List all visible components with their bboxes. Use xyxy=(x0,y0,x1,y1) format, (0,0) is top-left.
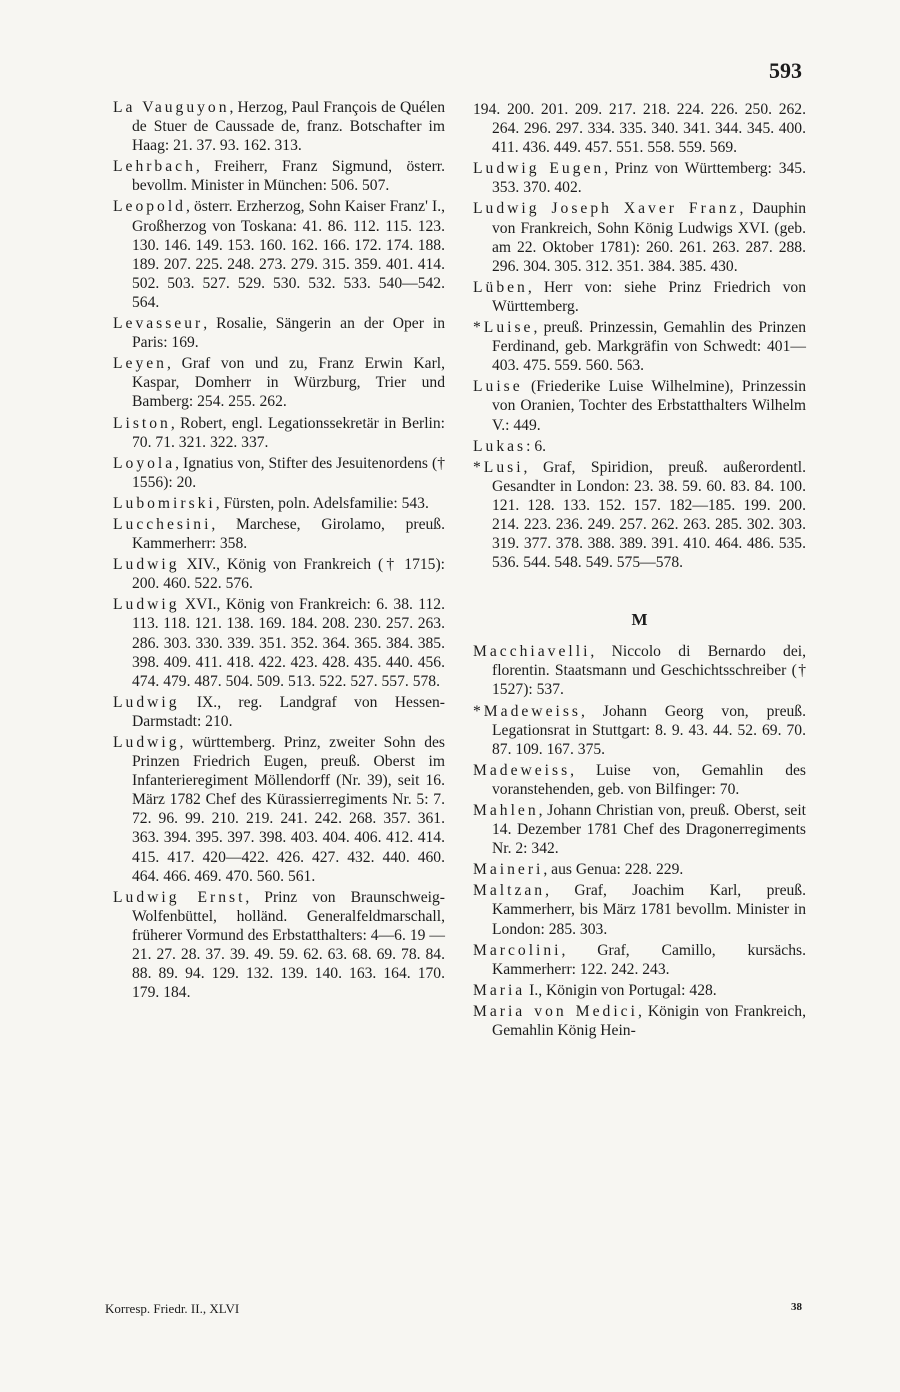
entry-headword: Macchiavelli xyxy=(473,643,591,661)
entry-text: , Freiherr, Franz Sigmund, österr. bevollm. Minister in München: 506. 507. xyxy=(132,158,445,195)
entry-headword: Ludwig xyxy=(113,596,180,614)
index-entry xyxy=(473,100,806,157)
index-entry xyxy=(113,98,445,155)
entry-headword: Lukas xyxy=(473,437,527,455)
entry-headword: Lüben xyxy=(473,278,528,296)
entry-text: , württemberg. Prinz, zweiter Sohn des Prinzen Friedrich Eugen, preuß. Oberst im Infanterieregiment Möllendorff (Nr. 39), seit 16. März 1782 Chef des Kürassierregiments Nr. 5: 7. 72. 96. 99. 210. 219. 241. 242. 268. 357. 361. 363. 394. 395. 397. 398. 403. 404. 406. 412. 414. 415. 417. 420—422. 426. 427. 432. 440. 460. 464. 466. 469. 470. 560. 561. xyxy=(132,734,445,885)
entry-headword: Maineri xyxy=(473,861,544,879)
entry-headword: Mahlen xyxy=(473,802,539,819)
index-entry xyxy=(113,595,445,690)
index-entry xyxy=(113,314,445,352)
entry-headword: Lucchesini xyxy=(113,515,212,533)
index-entry xyxy=(473,881,806,938)
entry-text: , Johann Christian von, preuß. Oberst, seit 14. Dezember 1781 Chef des Dragonerregiments Nr. 2: 342. xyxy=(492,802,806,858)
entry-text: , Königin von Frankreich, Gemahlin König Hein- xyxy=(492,1002,806,1040)
entry-headword: Leyen xyxy=(113,355,167,373)
index-entry xyxy=(113,157,445,195)
index-entry xyxy=(473,642,806,699)
entry-text: IX., reg. Landgraf von Hessen-Darmstadt: 210. xyxy=(132,693,445,730)
entry-headword: Levasseur xyxy=(113,315,204,333)
entry-text: , Marchese, Girolamo, preuß. Kammerherr: 358. xyxy=(132,515,445,553)
entry-headword: Liston xyxy=(113,414,171,432)
index-entry xyxy=(473,981,806,1000)
entry-text: , Fürsten, poln. Adelsfamilie: 543. xyxy=(215,494,429,512)
entry-text: , Ignatius von, Stifter des Jesuitenordens († 1556): 20. xyxy=(132,454,445,491)
entry-text: , Graf, Camillo, kursächs. Kammerherr: 122. 242. 243. xyxy=(492,941,806,978)
entry-headword: Maria xyxy=(473,981,526,999)
entry-headword: Ludwig xyxy=(113,556,180,574)
entry-text: , Rosalie, Sängerin an der Oper in Paris: 169. xyxy=(132,315,445,352)
entry-headword: Loyola xyxy=(113,454,176,472)
index-column-right xyxy=(473,100,806,1042)
entry-headword: Madeweiss xyxy=(473,761,571,779)
entry-text: , Herzog, Paul François de Quélen de Stuer de Caussade de, franz. Botschafter im Haag: 21. 37. 93. 162. 313. xyxy=(132,99,445,155)
entry-text: , preuß. Prinzessin, Gemahlin des Prinzen Ferdinand, geb. Markgräfin von Schwedt: 401—403. 475. 559. 560. 563. xyxy=(492,319,806,375)
entry-headword: Leopold xyxy=(113,198,186,216)
index-entry xyxy=(473,801,806,858)
index-entry xyxy=(473,278,806,316)
entry-text: : 6. xyxy=(526,437,547,455)
entry-text: 194. 200. 201. 209. 217. 218. 224. 226. 250. 262. 264. 296. 297. 334. 335. 340. 341. 344. 345. 400. 411. 436. 449. 457. 551. 558. 559. 569. xyxy=(473,101,806,157)
entry-text: , Graf, Joachim Karl, preuß. Kammerherr, bis März 1781 bevollm. Minister in London: 285. 303. xyxy=(492,882,806,938)
index-entry xyxy=(473,761,806,799)
index-entry xyxy=(113,354,445,411)
entry-text: , aus Genua: 228. 229. xyxy=(543,861,684,879)
entry-text: I., Königin von Portugal: 428. xyxy=(525,981,717,999)
entry-headword: *Madeweiss xyxy=(473,702,581,720)
entry-headword: Ludwig Ernst xyxy=(113,888,246,906)
index-entry xyxy=(113,197,445,312)
entry-text: , Prinz von Württemberg: 345. 353. 370. 402. xyxy=(492,160,806,197)
index-entry xyxy=(473,199,806,275)
entry-headword: Ludwig Joseph Xaver Franz xyxy=(473,200,740,218)
entry-headword: Ludwig xyxy=(113,693,180,711)
index-entry xyxy=(473,159,806,197)
index-entry xyxy=(473,437,806,456)
footer-signature: Korresp. Friedr. II., XLVI xyxy=(105,1301,240,1316)
entry-headword: *Lusi xyxy=(473,458,524,476)
entry-text: XVI., König von Frankreich: 6. 38. 112. 113. 118. 121. 138. 169. 184. 208. 230. 257. 263. 286. 303. 330. 339. 351. 352. 364. 365. 384. 385. 398. 409. 411. 418. 422. 423. 428. 435. 440. 456. 474. 479. 487. 504. 509. 513. 522. 527. 557. 578. xyxy=(132,596,445,690)
entry-headword: Ludwig xyxy=(113,734,180,751)
entry-text: , Dauphin von Frankreich, Sohn König Ludwigs XVI. (geb. am 22. Oktober 1781): 260. 261. 263. 287. 288. 296. 304. 305. 312. 351. 384. 385. 430. xyxy=(492,200,806,275)
entry-text: , Prinz von Braunschweig-Wolfenbüttel, holländ. Generalfeldmarschall, früherer Vormund des Erbstatthalters: 4—6. 19 —21. 27. 28. 37. 39. 49. 59. 62. 63. 68. 69. 78. 84. 88. 89. 94. 129. 132. 139. 140. 163. 164. 170. 179. 184. xyxy=(132,888,445,1002)
index-entry xyxy=(473,377,806,434)
entry-headword: Maltzan xyxy=(473,882,546,900)
entry-text: , Herr von: siehe Prinz Friedrich von Württemberg. xyxy=(492,278,806,315)
index-entry xyxy=(473,860,806,879)
entry-text: , Robert, engl. Legationssekretär in Berlin: 70. 71. 321. 322. 337. xyxy=(132,414,445,451)
entry-headword: Ludwig Eugen xyxy=(473,160,605,178)
entry-headword: *Luise xyxy=(473,319,534,337)
entry-text: XIV., König von Frankreich († 1715): 200. 460. 522. 576. xyxy=(132,556,445,593)
entry-text: , Graf, Spiridion, preuß. außerordentl. Gesandter in London: 23. 38. 59. 60. 83. 84. 100. 121. 128. 133. 152. 157. 182—185. 199. 200. 214. 223. 236. 249. 257. 262. 263. 285. 302. 303. 319. 377. 378. 388. 389. 391. 410. 464. 486. 535. 536. 544. 548. 549. 575—578. xyxy=(492,458,806,572)
entry-headword: Lehrbach xyxy=(113,158,196,176)
page-number: 593 xyxy=(769,58,802,83)
entry-headword: Luise xyxy=(473,378,523,396)
entry-headword: Lubomirski xyxy=(113,494,216,512)
index-entry xyxy=(473,941,806,979)
index-entry xyxy=(113,515,445,553)
entry-text: , Johann Georg von, preuß. Legationsrat in Stuttgart: 8. 9. 43. 44. 52. 69. 70. 87. 109. 167. 375. xyxy=(492,702,806,758)
entry-text: , Luise von, Gemahlin des voranstehenden, geb. von Bilfinger: 70. xyxy=(492,761,806,798)
index-column-left xyxy=(113,98,445,1004)
entry-headword: Marcolini xyxy=(473,941,562,959)
footer-sheet-number: 38 xyxy=(791,1301,802,1313)
index-entry xyxy=(113,693,445,731)
entry-text: , Niccolo di Bernardo dei, florentin. Staatsmann und Geschichtsschreiber († 1527): 537. xyxy=(492,643,806,699)
index-entry xyxy=(113,494,445,513)
index-entry xyxy=(473,702,806,759)
index-entry xyxy=(113,454,445,492)
index-entry xyxy=(113,733,445,886)
entry-headword: Maria von Medici xyxy=(473,1002,638,1020)
entry-text: , Graf von und zu, Franz Erwin Karl, Kaspar, Domherr in Würzburg, Trier und Bamberg: 254. 255. 262. xyxy=(132,355,445,411)
index-entry xyxy=(473,318,806,375)
entry-text: , österr. Erzherzog, Sohn Kaiser Franz' I., Großherzog von Toskana: 41. 86. 112. 115. 123. 130. 146. 149. 153. 160. 162. 166. 172. 174. 188. 189. 207. 225. 248. 273. 279. 315. 359. 401. 414. 502. 503. 527. 529. 530. 532. 533. 540—542. 564. xyxy=(132,198,445,311)
entry-text: (Friederike Luise Wilhelmine), Prinzessin von Oranien, Tochter des Erbstatthalters Wilhelm V.: 449. xyxy=(492,378,806,434)
index-entry xyxy=(473,1002,806,1040)
section-letter: M xyxy=(631,610,648,630)
index-entry xyxy=(473,458,806,573)
entry-headword: La Vauguyon xyxy=(113,99,230,116)
index-entry xyxy=(113,888,445,1003)
index-entry xyxy=(113,414,445,452)
index-entry xyxy=(113,555,445,593)
